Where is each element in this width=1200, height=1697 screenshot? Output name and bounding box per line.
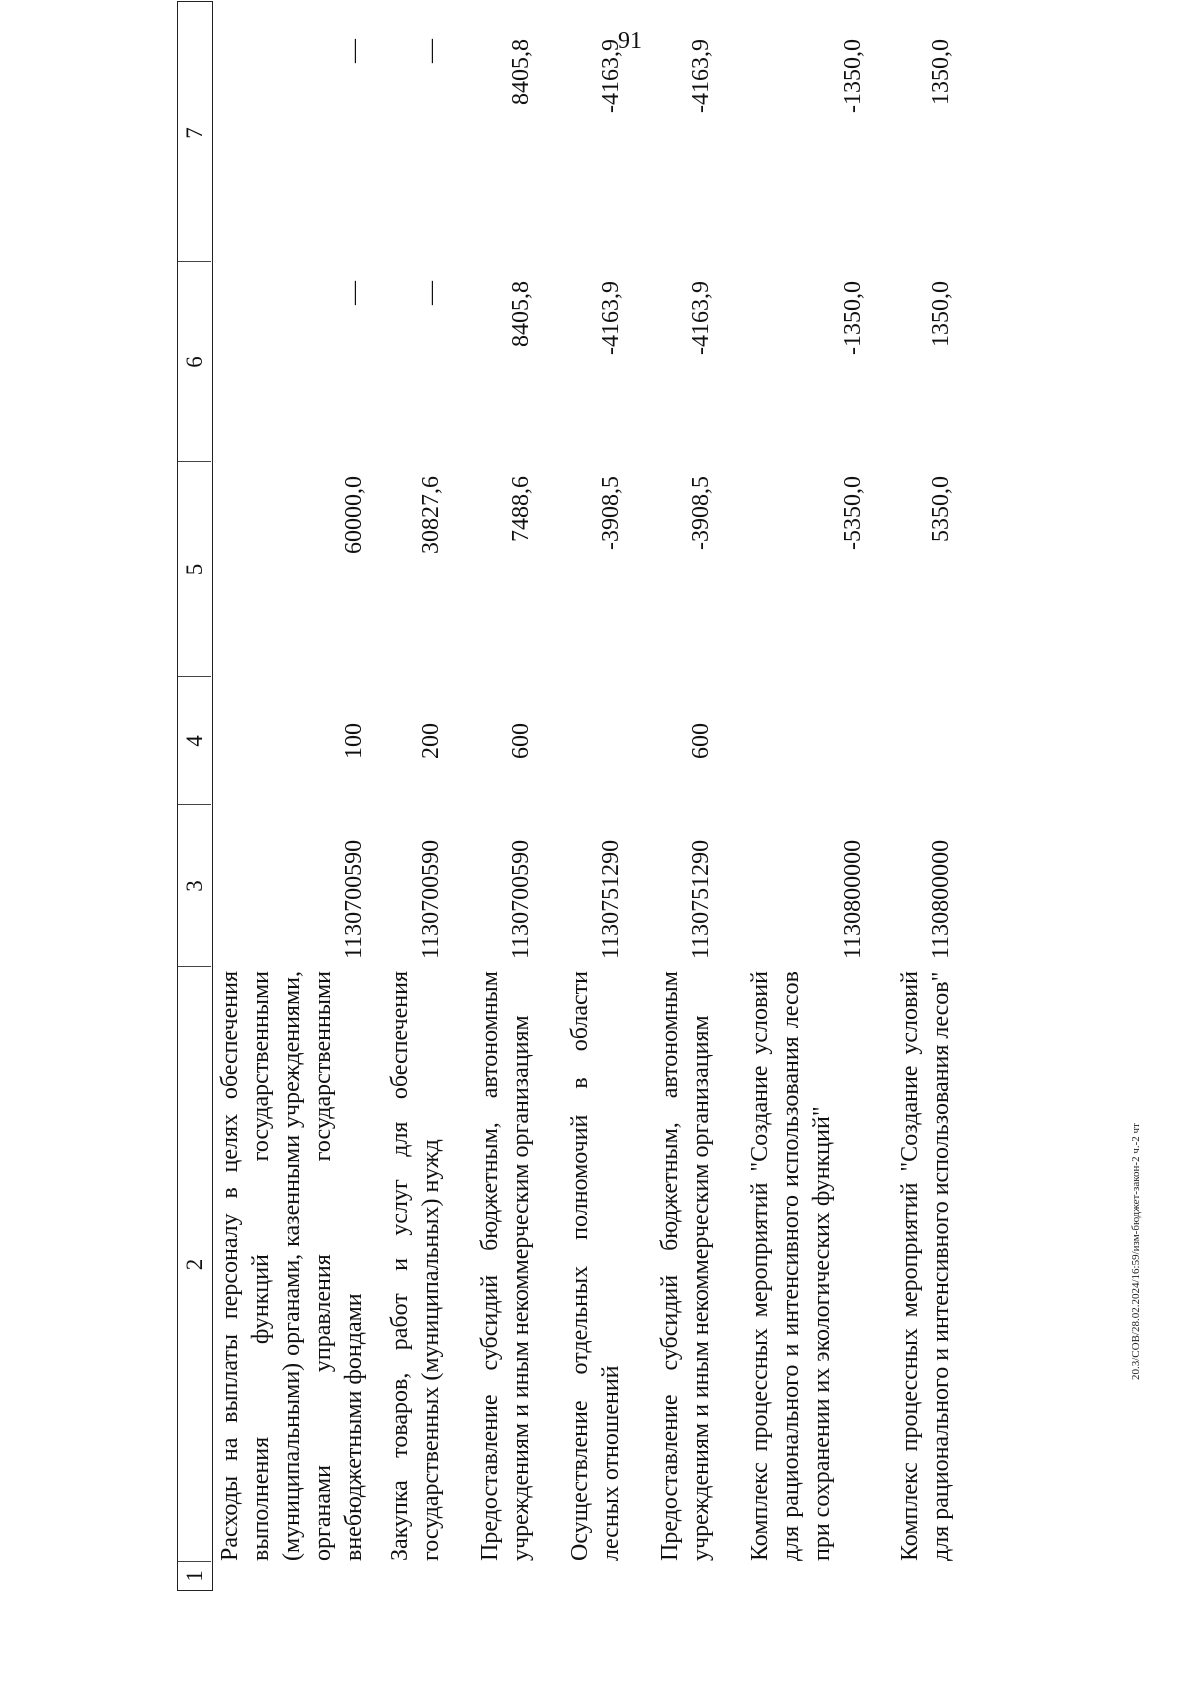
- row-value-6: —: [418, 281, 444, 305]
- row-description: Комплекс процессных мероприятий "Создание условий для рационального и интенсивного использования лесов": [897, 971, 954, 1561]
- row-value-7: -1350,0: [840, 39, 866, 113]
- row-value-7: —: [341, 39, 367, 63]
- column-header-5: 5: [178, 461, 211, 677]
- row-value-7: 1350,0: [928, 39, 954, 105]
- row-code: 1130800000: [840, 839, 866, 959]
- row-value-6: 8405,8: [508, 281, 534, 347]
- row-code: 1130751290: [598, 839, 624, 959]
- row-code: 1130800000: [928, 839, 954, 959]
- row-type: 600: [508, 723, 534, 759]
- row-code: 1130700590: [341, 839, 367, 959]
- column-header-2: 2: [178, 966, 211, 1562]
- row-value-7: —: [418, 39, 444, 63]
- row-value-6: -1350,0: [840, 281, 866, 355]
- row-value-5: 7488,6: [508, 476, 534, 542]
- rotated-table: [177, 1, 1200, 1591]
- row-value-6: -4163,9: [598, 281, 624, 355]
- table-header-row: [177, 1, 213, 1591]
- column-header-4: 4: [178, 676, 211, 805]
- row-value-5: -5350,0: [840, 476, 866, 550]
- row-value-5: 60000,0: [341, 476, 367, 554]
- row-description: Закупка товаров, работ и услуг для обеспечения государственных (муниципальных) нужд: [387, 971, 444, 1561]
- footer-note: 20.3/СОВ/28.02.2024/16:59/изм-бюджет-закон-2 ч.-2 чт: [1130, 1123, 1142, 1380]
- row-value-6: -4163,9: [688, 281, 714, 355]
- row-value-5: 30827,6: [418, 476, 444, 554]
- page-number: 91: [618, 28, 642, 54]
- row-value-6: —: [341, 281, 367, 305]
- column-header-6: 6: [178, 261, 211, 462]
- row-type: 100: [341, 723, 367, 759]
- row-description: Предоставление субсидий бюджетным, автономным учреждениям и иным некоммерческим организациям: [477, 971, 534, 1561]
- row-type: 600: [688, 723, 714, 759]
- column-header-7: 7: [182, 127, 207, 139]
- row-code: 1130700590: [508, 839, 534, 959]
- column-header-3: 3: [178, 804, 211, 967]
- row-value-7: 8405,8: [508, 39, 534, 105]
- row-type: 200: [418, 723, 444, 759]
- row-value-6: 1350,0: [928, 281, 954, 347]
- row-description: Комплекс процессных мероприятий "Создание условий для рационального и интенсивного использования лесов при сохранении их экологических функций": [747, 971, 835, 1561]
- row-code: 1130700590: [418, 839, 444, 959]
- column-header-1: 1: [178, 1561, 211, 1590]
- row-description: Расходы на выплаты персоналу в целях обеспечения выполнения функций государственными (муниципальными) органами, казенными учреждениями, органами управления государственными внебюджетными фондами: [217, 971, 367, 1561]
- row-value-5: 5350,0: [928, 476, 954, 542]
- row-value-5: -3908,5: [598, 476, 624, 550]
- row-code: 1130751290: [688, 839, 714, 959]
- row-description: Осуществление отдельных полномочий в области лесных отношений: [567, 971, 624, 1561]
- row-value-7: -4163,9: [688, 39, 714, 113]
- row-description: Предоставление субсидий бюджетным, автономным учреждениям и иным некоммерческим организациям: [657, 971, 714, 1561]
- row-value-7: -4163,9: [598, 39, 624, 113]
- row-value-5: -3908,5: [688, 476, 714, 550]
